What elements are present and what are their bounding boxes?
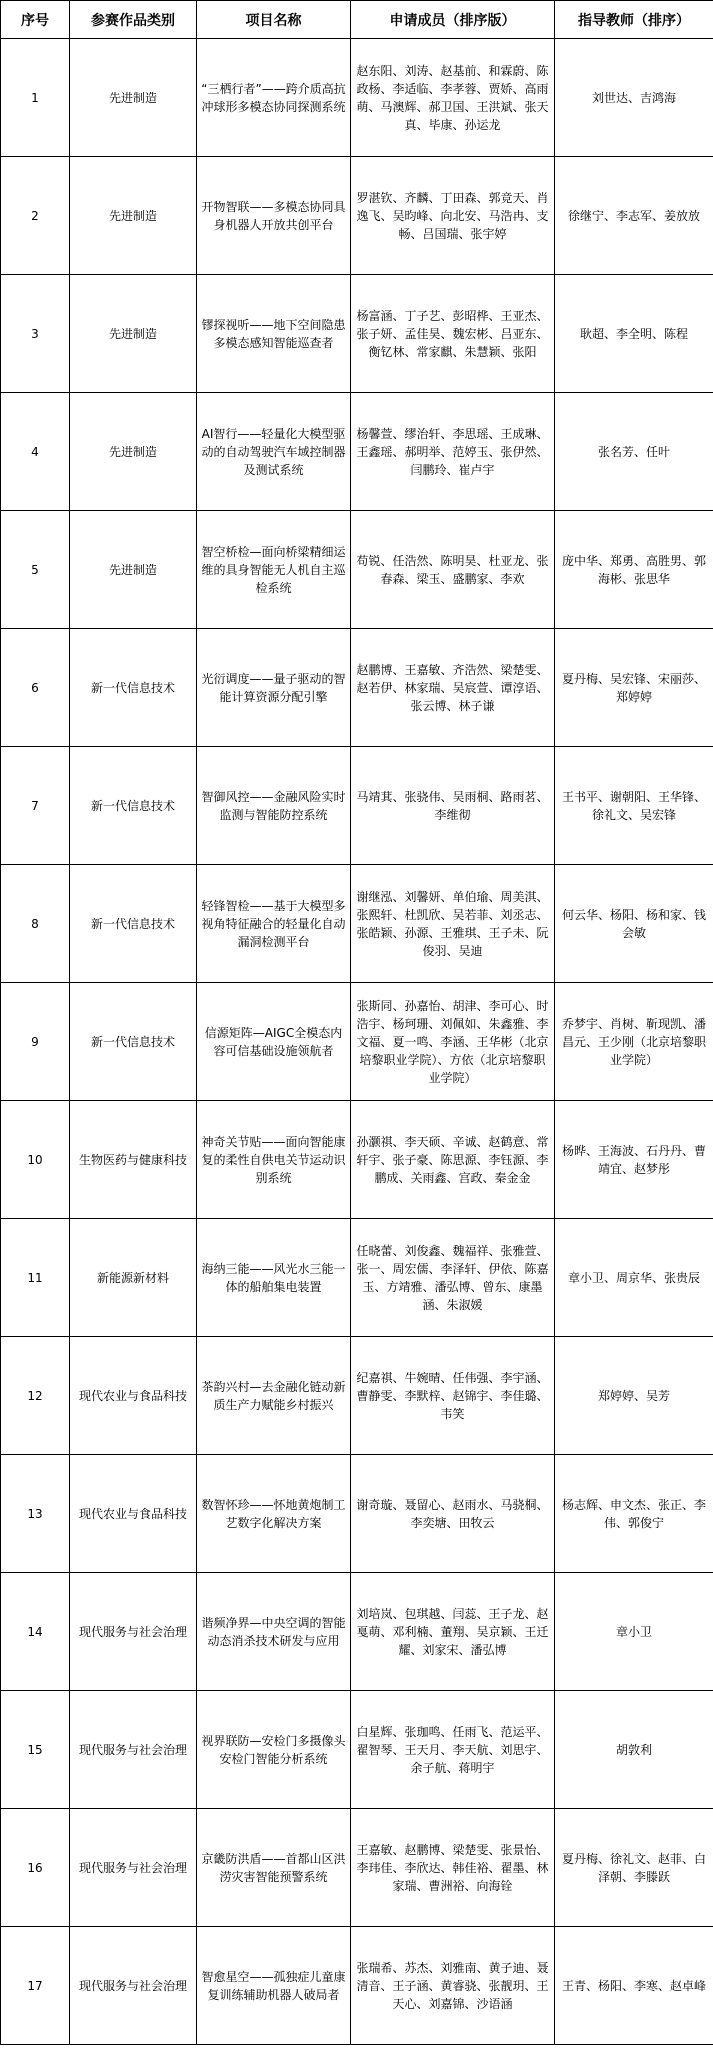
cell-category: 现代服务与社会治理 [70,1927,197,2045]
cell-members: 刘培岚、包琪越、闫蕊、王子龙、赵戛萌、邓利楠、董翔、吴京颖、王迁耀、刘家宋、潘弘博 [351,1573,555,1691]
cell-project: 智愈星空——孤独症儿童康复训练辅助机器人破局者 [197,1927,351,2045]
cell-members: 杨富涵、丁子艺、彭昭桦、王亚杰、张子妍、孟佳昊、魏宏彬、吕亚东、衡钇林、常家麒、朱慧颖、张阳 [351,275,555,393]
cell-category: 新一代信息技术 [70,629,197,747]
cell-project: 智空桥检—面向桥梁精细运维的具身智能无人机自主巡检系统 [197,511,351,629]
cell-members: 张瑞希、苏杰、刘雅南、黄子迪、聂清音、王子涵、黄睿骁、张靓玥、王天心、刘嘉锦、沙语涵 [351,1927,555,2045]
cell-category: 现代服务与社会治理 [70,1809,197,1927]
table-row [1,275,713,393]
table-row [1,865,713,983]
cell-members: 赵东阳、刘涛、赵基前、和霖蔚、陈政杨、李适临、李孝蓉、贾娇、高雨萌、马澳辉、郝卫国、王洪斌、张天真、毕康、孙运龙 [351,39,555,157]
table-row [1,1219,713,1337]
cell-advisors: 乔梦宇、肖树、靳现凯、潘昌元、王少刚（北京培黎职业学院） [555,983,713,1101]
cell-members: 孙灏祺、李天硕、辛诚、赵鹤意、常轩宇、张子豪、陈思源、李钰源、李鹏成、关雨鑫、宫政、秦金金 [351,1101,555,1219]
cell-project: 茶韵兴村—去金融化链动新质生产力赋能乡村振兴 [197,1337,351,1455]
cell-project: 智御风控——金融风险实时监测与智能防控系统 [197,747,351,865]
cell-no: 6 [1,629,70,747]
cell-advisors: 胡敦利 [555,1691,713,1809]
cell-project: 视界联防—安检门多摄像头安检门智能分析系统 [197,1691,351,1809]
cell-no: 15 [1,1691,70,1809]
cell-project: “三栖行者”——跨介质高抗冲球形多模态协同探测系统 [197,39,351,157]
cell-category: 生物医药与健康科技 [70,1101,197,1219]
cell-category: 现代农业与食品科技 [70,1455,197,1573]
header-members: 申请成员（排序版） [351,1,555,39]
cell-no: 17 [1,1927,70,2045]
cell-project: 开物智联——多模态协同具身机器人开放共创平台 [197,157,351,275]
cell-no: 1 [1,39,70,157]
cell-category: 现代服务与社会治理 [70,1691,197,1809]
cell-project: 信源矩阵—AIGC全模态内容可信基础设施领航者 [197,983,351,1101]
cell-advisors: 夏丹梅、徐礼文、赵菲、白泽朝、李滕跃 [555,1809,713,1927]
table-header-row [1,1,713,39]
cell-advisors: 徐继宁、李志军、姜放放 [555,157,713,275]
table-row [1,511,713,629]
cell-project: 谐频净界—中央空调的智能动态消杀技术研发与应用 [197,1573,351,1691]
cell-no: 10 [1,1101,70,1219]
cell-project: AI智行——轻量化大模型驱动的自动驾驶汽车域控制器及测试系统 [197,393,351,511]
cell-category: 先进制造 [70,393,197,511]
cell-project: 光衍调度——量子驱动的智能计算资源分配引擎 [197,629,351,747]
cell-project: 镠探视听——地下空间隐患多模态感知智能巡查者 [197,275,351,393]
cell-project: 京畿防洪盾——首都山区洪涝灾害智能预警系统 [197,1809,351,1927]
cell-no: 13 [1,1455,70,1573]
table-row [1,1809,713,1927]
cell-no: 16 [1,1809,70,1927]
cell-category: 现代农业与食品科技 [70,1337,197,1455]
table-row [1,1927,713,2045]
cell-advisors: 杨志辉、申文杰、张正、李伟、郭俊宁 [555,1455,713,1573]
cell-category: 新一代信息技术 [70,865,197,983]
table-row [1,1455,713,1573]
cell-category: 新一代信息技术 [70,747,197,865]
cell-no: 2 [1,157,70,275]
cell-members: 马靖萁、张骁伟、吴雨桐、路雨茗、李维彻 [351,747,555,865]
cell-members: 张斯同、孙嘉怡、胡津、李可心、时浩宇、杨珂珊、刘佩如、朱鑫雅、李文福、夏一鸣、李涵、王华彬（北京培黎职业学院）、方依（北京培黎职业学院） [351,983,555,1101]
cell-advisors: 庞中华、郑勇、高胜男、郭海彬、张思华 [555,511,713,629]
cell-no: 14 [1,1573,70,1691]
table-row [1,1573,713,1691]
cell-no: 9 [1,983,70,1101]
cell-members: 白星辉、张珈鸣、任雨飞、范运平、翟智琴、王天月、李天航、刘思宇、余子航、蒋明宇 [351,1691,555,1809]
cell-category: 现代服务与社会治理 [70,1573,197,1691]
cell-category: 先进制造 [70,511,197,629]
cell-no: 8 [1,865,70,983]
cell-category: 新能源新材料 [70,1219,197,1337]
cell-category: 先进制造 [70,39,197,157]
cell-project: 轻锋智检——基于大模型多视角特征融合的轻量化自动漏洞检测平台 [197,865,351,983]
cell-no: 12 [1,1337,70,1455]
cell-members: 杨馨萱、缪治轩、李思瑶、王成琳、王鑫瑶、郝明举、范婷玉、张伊然、闫鹏玲、崔卢宇 [351,393,555,511]
table-row [1,39,713,157]
header-project: 项目名称 [197,1,351,39]
header-no: 序号 [1,1,70,39]
cell-advisors: 张名芳、任叶 [555,393,713,511]
cell-no: 4 [1,393,70,511]
cell-no: 3 [1,275,70,393]
table-row [1,629,713,747]
cell-advisors: 章小卫、周京华、张贵辰 [555,1219,713,1337]
cell-advisors: 郑婷婷、吴芳 [555,1337,713,1455]
cell-members: 谢奇璇、聂留心、赵雨水、马骁桐、李奕塘、田牧云 [351,1455,555,1573]
cell-advisors: 杨晔、王海波、石丹丹、曹靖宜、赵梦彤 [555,1101,713,1219]
cell-project: 神奇关节贴——面向智能康复的柔性自供电关节运动识别系统 [197,1101,351,1219]
cell-advisors: 章小卫 [555,1573,713,1691]
table-row [1,393,713,511]
table-row [1,157,713,275]
cell-category: 先进制造 [70,275,197,393]
cell-members: 赵鹏博、王嘉敏、齐浩然、梁楚雯、赵若伊、林家瑞、吴宸萱、谭淳语、张云博、林子谦 [351,629,555,747]
cell-members: 纪嘉祺、牛婉晴、任伟强、李宇涵、曹静雯、李默梓、赵锦宇、李佳璐、韦笑 [351,1337,555,1455]
table-row [1,747,713,865]
header-advisors: 指导教师（排序） [555,1,713,39]
cell-no: 11 [1,1219,70,1337]
cell-members: 任晓蕾、刘俊鑫、魏福祥、张雅萱、张一、周宏儒、李泽轩、伊依、陈嘉玉、方靖雅、潘弘博、曾东、康墨涵、朱淑媛 [351,1219,555,1337]
cell-advisors: 耿超、李全明、陈程 [555,275,713,393]
cell-project: 数智怀珍——怀地黄炮制工艺数字化解决方案 [197,1455,351,1573]
table-row [1,1691,713,1809]
cell-members: 苟锐、任浩然、陈明昊、杜亚龙、张春森、梁玉、盛鹏家、李欢 [351,511,555,629]
cell-no: 5 [1,511,70,629]
cell-advisors: 夏丹梅、吴宏锋、宋丽莎、郑婷婷 [555,629,713,747]
cell-category: 先进制造 [70,157,197,275]
cell-advisors: 何云华、杨阳、杨和家、钱会敏 [555,865,713,983]
cell-advisors: 王书平、谢朝阳、王华锋、徐礼文、吴宏锋 [555,747,713,865]
cell-advisors: 王青、杨阳、李寒、赵卓峰 [555,1927,713,2045]
cell-members: 罗湛钦、齐麟、丁田森、郭竞天、肖逸飞、吴昀峰、向北安、马浩冉、支畅、吕国瑞、张宇婷 [351,157,555,275]
header-category: 参赛作品类别 [70,1,197,39]
cell-advisors: 刘世达、吉鸿海 [555,39,713,157]
cell-members: 王嘉敏、赵鹏博、梁楚雯、张景怡、李玮佳、李欣达、韩佳裕、翟墨、林家瑞、曹洲裕、向海铨 [351,1809,555,1927]
cell-category: 新一代信息技术 [70,983,197,1101]
cell-project: 海纳三能——风光水三能一体的船舶集电装置 [197,1219,351,1337]
cell-members: 谢继泓、刘馨妍、单伯瑜、周美淇、张熙轩、杜凯欣、吴若菲、刘丞志、张皓颖、孙源、王雅琪、王子未、阮俊羽、吴迪 [351,865,555,983]
table-row [1,1337,713,1455]
table-row [1,983,713,1101]
table-row [1,1101,713,1219]
cell-no: 7 [1,747,70,865]
